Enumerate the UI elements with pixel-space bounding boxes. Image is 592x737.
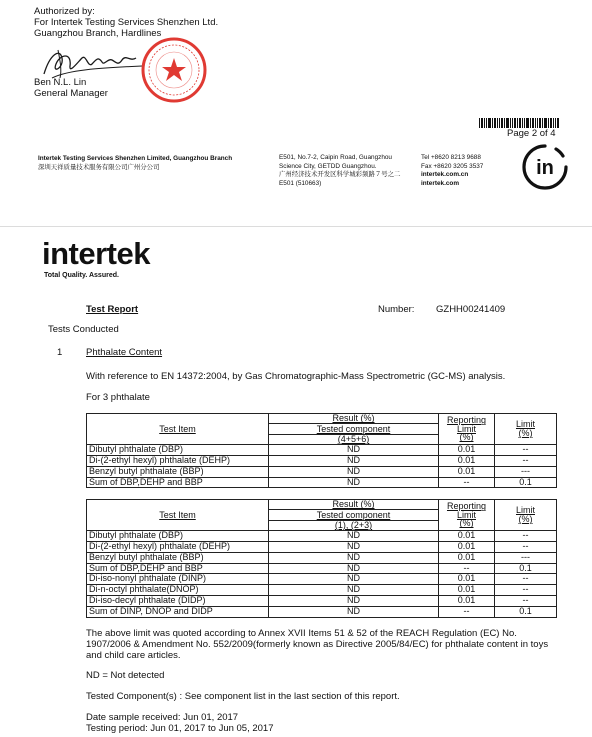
phthalate-count-label: For 3 phthalate: [86, 392, 150, 403]
header-rl-line: Reporting: [446, 501, 487, 512]
header-reporting-limit: [439, 414, 495, 445]
signer-title: General Manager: [34, 88, 108, 99]
table-row: [87, 595, 557, 606]
cell-rl: 0.01: [439, 574, 495, 585]
table-row: [87, 574, 557, 585]
cell-rl: 0.01: [439, 585, 495, 596]
table-row: [87, 563, 557, 574]
fax-number: Fax +8620 3205 3537: [421, 162, 484, 170]
signer-name: Ben N.L. Lin: [34, 77, 87, 88]
cell-result: ND: [269, 541, 439, 552]
cell-limit: --: [495, 445, 557, 456]
header-limit-line: Limit: [515, 419, 535, 430]
table-row: [87, 477, 557, 488]
report-title: Test Report: [86, 304, 139, 315]
cell-limit: 0.1: [495, 606, 557, 617]
authorized-by-label: Authorized by:: [34, 6, 95, 17]
limit-note-line-2: 1907/2006 & Amendment No. 552/2009(formerly known as Directive 2005/84/EC) for phthalate content in toys: [86, 639, 549, 650]
company-seal-stamp: [140, 36, 208, 104]
method-reference: With reference to EN 14372:2004, by Gas Chromatographic-Mass Spectrometric (GC-MS) analysis.: [86, 371, 506, 382]
table-row: [87, 606, 557, 617]
cell-rl: --: [439, 606, 495, 617]
section-number: 1: [57, 347, 63, 358]
tested-components-note: Tested Component(s) : See component list in the last section of this report.: [86, 691, 400, 702]
address-line: Science City, GETDD Guangzhou.: [279, 162, 377, 170]
cell-result: ND: [269, 455, 439, 466]
cell-item: Di-iso-decyl phthalate (DIDP): [87, 595, 269, 606]
cell-rl: --: [439, 477, 495, 488]
header-test-item: Test Item: [87, 414, 269, 445]
header-rl-line: Reporting: [446, 415, 487, 426]
website-link[interactable]: intertek.com: [421, 179, 460, 187]
header-reporting-limit: [439, 500, 495, 531]
limit-note-line-3: and child care articles.: [86, 650, 181, 661]
cell-limit: --: [495, 595, 557, 606]
cell-item: Sum of DINP, DNOP and DIDP: [87, 606, 269, 617]
in-logo-text: in: [536, 157, 554, 179]
header-test-item: Test Item: [87, 500, 269, 531]
intertek-in-logo-icon: [520, 142, 570, 192]
table-row: [87, 585, 557, 596]
cell-item: Dibutyl phthalate (DBP): [87, 531, 269, 542]
header-limit: [495, 414, 557, 445]
brand-tagline: Total Quality. Assured.: [44, 272, 119, 279]
cell-rl: 0.01: [439, 531, 495, 542]
table-row: [87, 541, 557, 552]
table-row: [87, 552, 557, 563]
table-row: [87, 466, 557, 477]
page-indicator: Page 2 of 4: [507, 128, 556, 139]
tel-number: Tel +8620 8213 9688: [421, 154, 481, 161]
header-tested-component: Tested component: [269, 424, 439, 434]
cell-rl: 0.01: [439, 552, 495, 563]
cell-limit: ---: [495, 466, 557, 477]
cell-rl: --: [439, 563, 495, 574]
authorized-company: For Intertek Testing Services Shenzhen Ltd.: [34, 17, 219, 28]
cell-limit: --: [495, 531, 557, 542]
header-rl-line: Limit: [456, 423, 476, 434]
cell-result: ND: [269, 477, 439, 488]
cell-limit: --: [495, 574, 557, 585]
testing-period: Testing period: Jun 01, 2017 to Jun 05, 2017: [86, 723, 274, 734]
cell-item: Benzyl butyl phthalate (BBP): [87, 552, 269, 563]
company-name-en: Intertek Testing Services Shenzhen Limited, Guangzhou Branch: [38, 155, 233, 162]
header-rl-line: Limit: [456, 509, 476, 520]
cell-limit: --: [495, 541, 557, 552]
cell-result: ND: [269, 445, 439, 456]
cell-limit: --: [495, 585, 557, 596]
company-name-block: [38, 154, 232, 172]
cell-item: Di-(2-ethyl hexyl) phthalate (DEHP): [87, 541, 269, 552]
header-limit-line: Limit: [515, 505, 535, 516]
address-line: E501, No.7-2, Caipin Road, Guangzhou: [279, 154, 392, 161]
table-row: [87, 531, 557, 542]
header-component-ids: (1), (2+3): [269, 520, 439, 530]
phthalate-table-1: [86, 413, 557, 488]
cell-item: Di-n-octyl phthalate(DNOP): [87, 585, 269, 596]
barcode-image: [479, 118, 559, 128]
cell-limit: 0.1: [495, 477, 557, 488]
company-contact: [421, 154, 521, 188]
limit-note-line-1: The above limit was quoted according to Annex XVII Items 51 & 52 of the REACH Regulation (EC) No.: [86, 628, 517, 639]
company-name-cn: 深圳天祥质量技术服务有限公司广州分公司: [38, 164, 160, 171]
tests-conducted-heading: Tests Conducted: [48, 324, 119, 335]
cell-result: ND: [269, 595, 439, 606]
cell-result: ND: [269, 552, 439, 563]
header-rl-line: (%): [459, 518, 474, 529]
header-component-ids: (4+5+6): [269, 434, 439, 444]
cell-result: ND: [269, 466, 439, 477]
address-line: 广州经济技术开发区科学城彩频路７号之二: [279, 171, 401, 179]
header-limit-line: (%): [518, 428, 533, 439]
address-line: E501 (510663): [279, 179, 322, 187]
cell-result: ND: [269, 574, 439, 585]
cell-rl: 0.01: [439, 541, 495, 552]
header-limit-line: (%): [518, 514, 533, 525]
cell-result: ND: [269, 606, 439, 617]
cell-rl: 0.01: [439, 595, 495, 606]
website-link-cn[interactable]: intertek.com.cn: [421, 171, 469, 179]
phthalate-table-2: [86, 499, 557, 618]
table-row: [87, 445, 557, 456]
header-tested-component: Tested component: [269, 510, 439, 520]
table-row: [87, 455, 557, 466]
report-number-label: Number:: [378, 304, 415, 315]
cell-rl: 0.01: [439, 445, 495, 456]
header-result: Result (%): [269, 414, 439, 424]
cell-result: ND: [269, 531, 439, 542]
header-result: Result (%): [269, 500, 439, 510]
page-divider: [0, 226, 592, 227]
cell-item: Sum of DBP,DEHP and BBP: [87, 477, 269, 488]
cell-result: ND: [269, 585, 439, 596]
intertek-wordmark-logo: intertek: [42, 236, 150, 271]
section-title: Phthalate Content: [86, 347, 163, 358]
header-rl-line: (%): [459, 432, 474, 443]
cell-result: ND: [269, 563, 439, 574]
cell-limit: ---: [495, 552, 557, 563]
cell-limit: 0.1: [495, 563, 557, 574]
cell-item: Benzyl butyl phthalate (BBP): [87, 466, 269, 477]
company-address: [279, 154, 419, 188]
report-number-value: GZHH00241409: [436, 304, 506, 315]
nd-definition: ND = Not detected: [86, 670, 165, 681]
cell-item: Di-(2-ethyl hexyl) phthalate (DEHP): [87, 455, 269, 466]
cell-rl: 0.01: [439, 466, 495, 477]
header-limit: [495, 500, 557, 531]
date-sample-received: Date sample received: Jun 01, 2017: [86, 712, 239, 723]
authorized-branch: Guangzhou Branch, Hardlines: [34, 28, 162, 39]
cell-item: Dibutyl phthalate (DBP): [87, 445, 269, 456]
cell-item: Sum of DBP,DEHP and BBP: [87, 563, 269, 574]
cell-limit: --: [495, 455, 557, 466]
cell-item: Di-iso-nonyl phthalate (DINP): [87, 574, 269, 585]
cell-rl: 0.01: [439, 455, 495, 466]
